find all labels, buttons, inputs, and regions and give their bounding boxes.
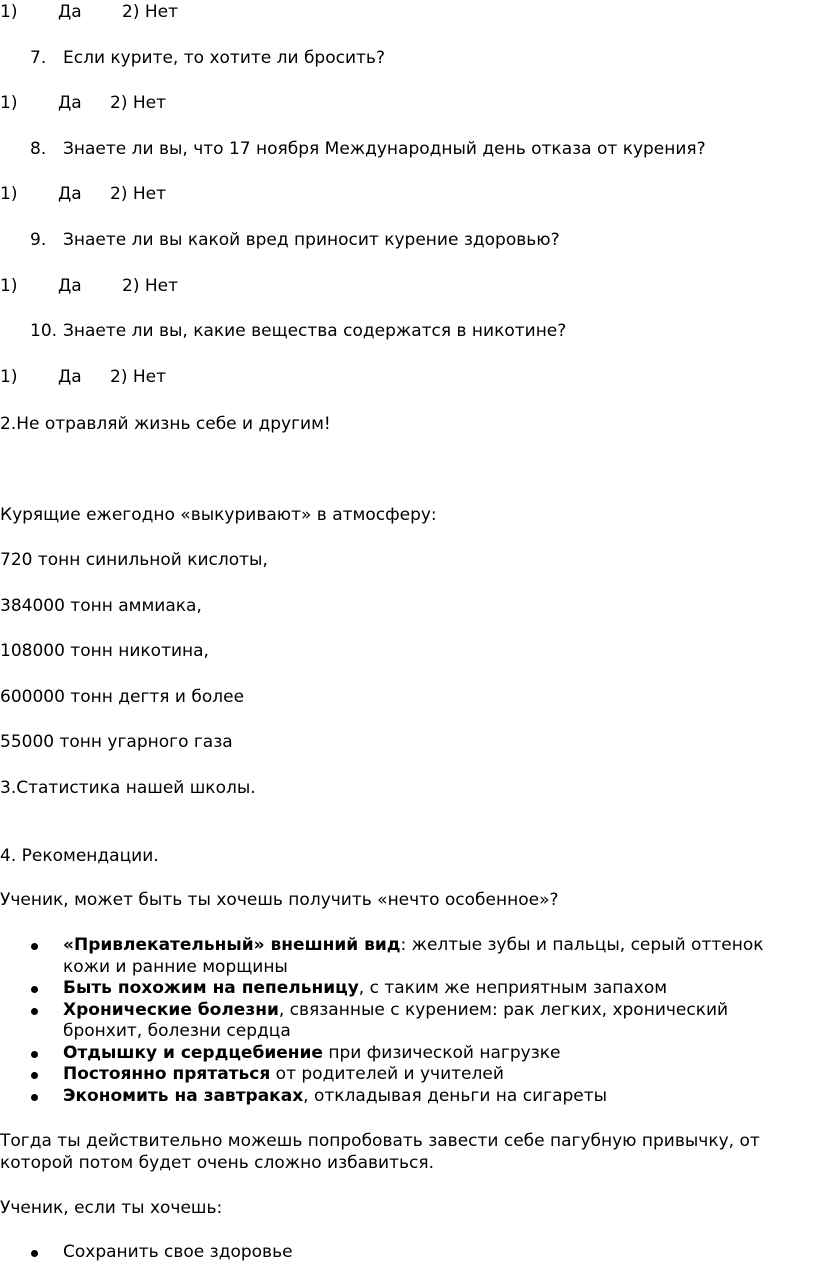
bullet-text: при физической нагрузке [322, 1042, 561, 1063]
wish-list [0, 1242, 800, 1264]
bullet-bold: Постоянно прятаться [63, 1064, 271, 1084]
bullet-text: , связанные с курением: рак легких, хронический бронхит, болезни сердца [63, 999, 729, 1041]
answer-yes: Да [58, 367, 82, 387]
answer-number: 1) [0, 276, 18, 296]
answer-no: 2) Нет [110, 184, 166, 204]
section-heading: 4. Рекомендации. [0, 846, 159, 866]
question-number: 8. [30, 139, 47, 159]
emission-item: 720 тонн синильной кислоты, [0, 550, 268, 570]
habit-warning: Тогда ты действительно можешь попробовать завести себе пагубную привычку, от которой потом будет очень сложно избавиться. [0, 1131, 760, 1173]
answer-no: 2) Нет [110, 93, 166, 113]
answer-no: 2) Нет [110, 367, 166, 387]
wish-intro: Ученик, если ты хочешь: [0, 1198, 223, 1218]
answer-number: 1) [0, 184, 18, 204]
bullet-text: от родителей и учителей [270, 1064, 504, 1084]
answer-no: 2) Нет [122, 276, 178, 296]
bullet-text: , с таким же неприятным запахом [358, 978, 668, 998]
list-item [0, 1242, 800, 1264]
special-question: Ученик, может быть ты хочешь получить «нечто особенное»? [0, 890, 559, 910]
bullet-text: Сохранить свое здоровье [63, 1242, 293, 1262]
answer-number: 1) [0, 367, 18, 387]
bullet-bold: Экономить на завтраках [63, 1085, 304, 1106]
bullet-icon [31, 1250, 38, 1257]
question-number: 7. [30, 48, 47, 68]
emission-item: 384000 тонн аммиака, [0, 596, 202, 616]
section-heading: 3.Статистика нашей школы. [0, 778, 256, 798]
list-item [0, 1000, 800, 1043]
bullet-icon [31, 1072, 38, 1079]
list-item [0, 1086, 800, 1108]
question-number: 9. [30, 230, 47, 250]
bullet-icon [31, 1008, 38, 1015]
question-text: Знаете ли вы, какие вещества содержатся в никотине? [63, 321, 567, 341]
answer-yes: Да [58, 2, 82, 22]
answer-no: 2) Нет [122, 2, 178, 22]
bullet-bold: Хронические болезни [63, 999, 279, 1020]
consequence-list [0, 935, 800, 1107]
answer-yes: Да [58, 184, 82, 204]
answer-number: 1) [0, 2, 18, 22]
bullet-bold: «Привлекательный» внешний вид [63, 935, 401, 955]
question-text: Если курите, то хотите ли бросить? [63, 48, 385, 68]
answer-yes: Да [58, 276, 82, 296]
list-item [0, 1043, 800, 1065]
bullet-icon [31, 943, 38, 950]
answer-yes: Да [58, 93, 82, 113]
bullet-text: : желтые зубы и пальцы, серый оттенок кожи и ранние морщины [63, 935, 764, 977]
question-text: Знаете ли вы, что 17 ноября Международный день отказа от курения? [63, 139, 706, 159]
list-item [0, 935, 800, 978]
answer-number: 1) [0, 93, 18, 113]
question-text: Знаете ли вы какой вред приносит курение здоровью? [63, 230, 560, 250]
emission-item: 600000 тонн дегтя и более [0, 687, 245, 707]
bullet-text: , откладывая деньги на сигареты [303, 1085, 608, 1106]
bullet-bold: Быть похожим на пепельницу [63, 978, 359, 998]
bullet-icon [31, 986, 38, 993]
bullet-icon [31, 1094, 38, 1101]
section-heading: 2.Не отравляй жизнь себе и другим! [0, 414, 331, 434]
emission-item: 108000 тонн никотина, [0, 641, 209, 661]
emissions-intro: Курящие ежегодно «выкуривают» в атмосферу: [0, 505, 437, 525]
bullet-bold: Отдышку и сердцебиение [63, 1042, 323, 1063]
list-item [0, 1064, 800, 1086]
question-number: 10. [30, 321, 58, 341]
bullet-icon [31, 1051, 38, 1058]
emission-item: 55000 тонн угарного газа [0, 732, 233, 752]
list-item [0, 978, 800, 1000]
